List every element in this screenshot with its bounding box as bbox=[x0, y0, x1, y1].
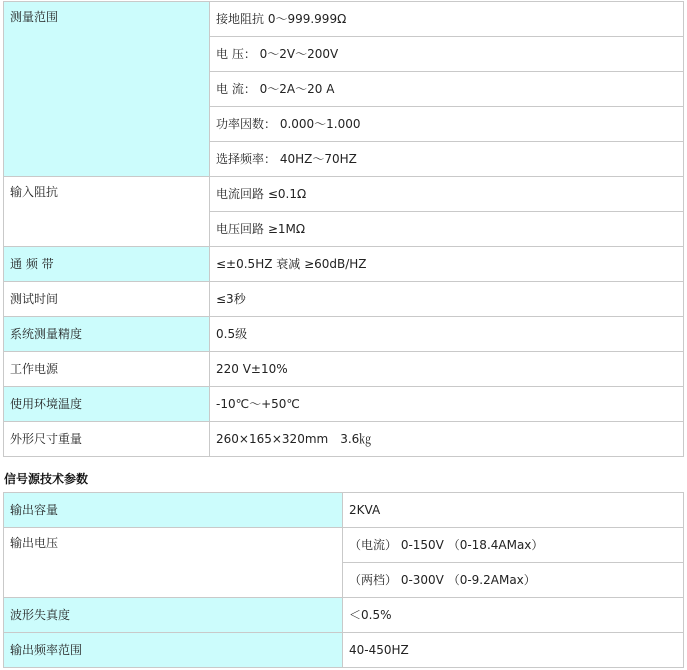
output-capacity-label: 输出容量 bbox=[4, 493, 343, 528]
table-row bbox=[4, 387, 684, 422]
table-row bbox=[4, 493, 684, 528]
power-supply-label: 工作电源 bbox=[4, 352, 210, 387]
freq-range-label: 输出频率范围 bbox=[4, 633, 343, 668]
measure-range-value: 电 流： 0～2A～20 A bbox=[210, 72, 684, 107]
signal-table bbox=[3, 492, 684, 668]
output-capacity-value: 2KVA bbox=[343, 493, 684, 528]
passband-value: ≤±0.5HZ 衰减 ≥60dB/HZ bbox=[210, 247, 684, 282]
power-supply-value: 220 V±10% bbox=[210, 352, 684, 387]
table-row bbox=[4, 2, 684, 37]
measure-range-value: 功率因数： 0.000～1.000 bbox=[210, 107, 684, 142]
accuracy-value: 0.5级 bbox=[210, 317, 684, 352]
table-row bbox=[4, 528, 684, 563]
table-row bbox=[4, 352, 684, 387]
table-row bbox=[4, 282, 684, 317]
passband-label: 通 频 带 bbox=[4, 247, 210, 282]
ambient-temp-label: 使用环境温度 bbox=[4, 387, 210, 422]
measure-range-value: 选择频率： 40HZ～70HZ bbox=[210, 142, 684, 177]
ambient-temp-value: -10℃～+50℃ bbox=[210, 387, 684, 422]
measure-range-label: 测量范围 bbox=[4, 2, 210, 177]
distortion-label: 波形失真度 bbox=[4, 598, 343, 633]
measure-range-value: 电 压： 0～2V～200V bbox=[210, 37, 684, 72]
output-voltage-value: （两档） 0-300V （0-9.2AMax） bbox=[343, 563, 684, 598]
dimensions-weight-label: 外形尺寸重量 bbox=[4, 422, 210, 457]
table-row bbox=[4, 177, 684, 212]
test-time-label: 测试时间 bbox=[4, 282, 210, 317]
test-time-value: ≤3秒 bbox=[210, 282, 684, 317]
distortion-value: ＜0.5% bbox=[343, 598, 684, 633]
table-row bbox=[4, 247, 684, 282]
input-impedance-label: 输入阻抗 bbox=[4, 177, 210, 247]
spec-table bbox=[3, 1, 684, 457]
accuracy-label: 系统测量精度 bbox=[4, 317, 210, 352]
section-title: 信号源技术参数 bbox=[4, 472, 89, 486]
table-row bbox=[4, 422, 684, 457]
output-voltage-label: 输出电压 bbox=[4, 528, 343, 598]
table-row bbox=[4, 317, 684, 352]
table-row bbox=[4, 633, 684, 668]
freq-range-value: 40-450HZ bbox=[343, 633, 684, 668]
table-row bbox=[4, 598, 684, 633]
input-impedance-value: 电流回路 ≤0.1Ω bbox=[210, 177, 684, 212]
input-impedance-value: 电压回路 ≥1MΩ bbox=[210, 212, 684, 247]
output-voltage-value: （电流） 0-150V （0-18.4AMax） bbox=[343, 528, 684, 563]
dimensions-weight-value: 260×165×320mm 3.6㎏ bbox=[210, 422, 684, 457]
measure-range-value: 接地阻抗 0～999.999Ω bbox=[210, 2, 684, 37]
